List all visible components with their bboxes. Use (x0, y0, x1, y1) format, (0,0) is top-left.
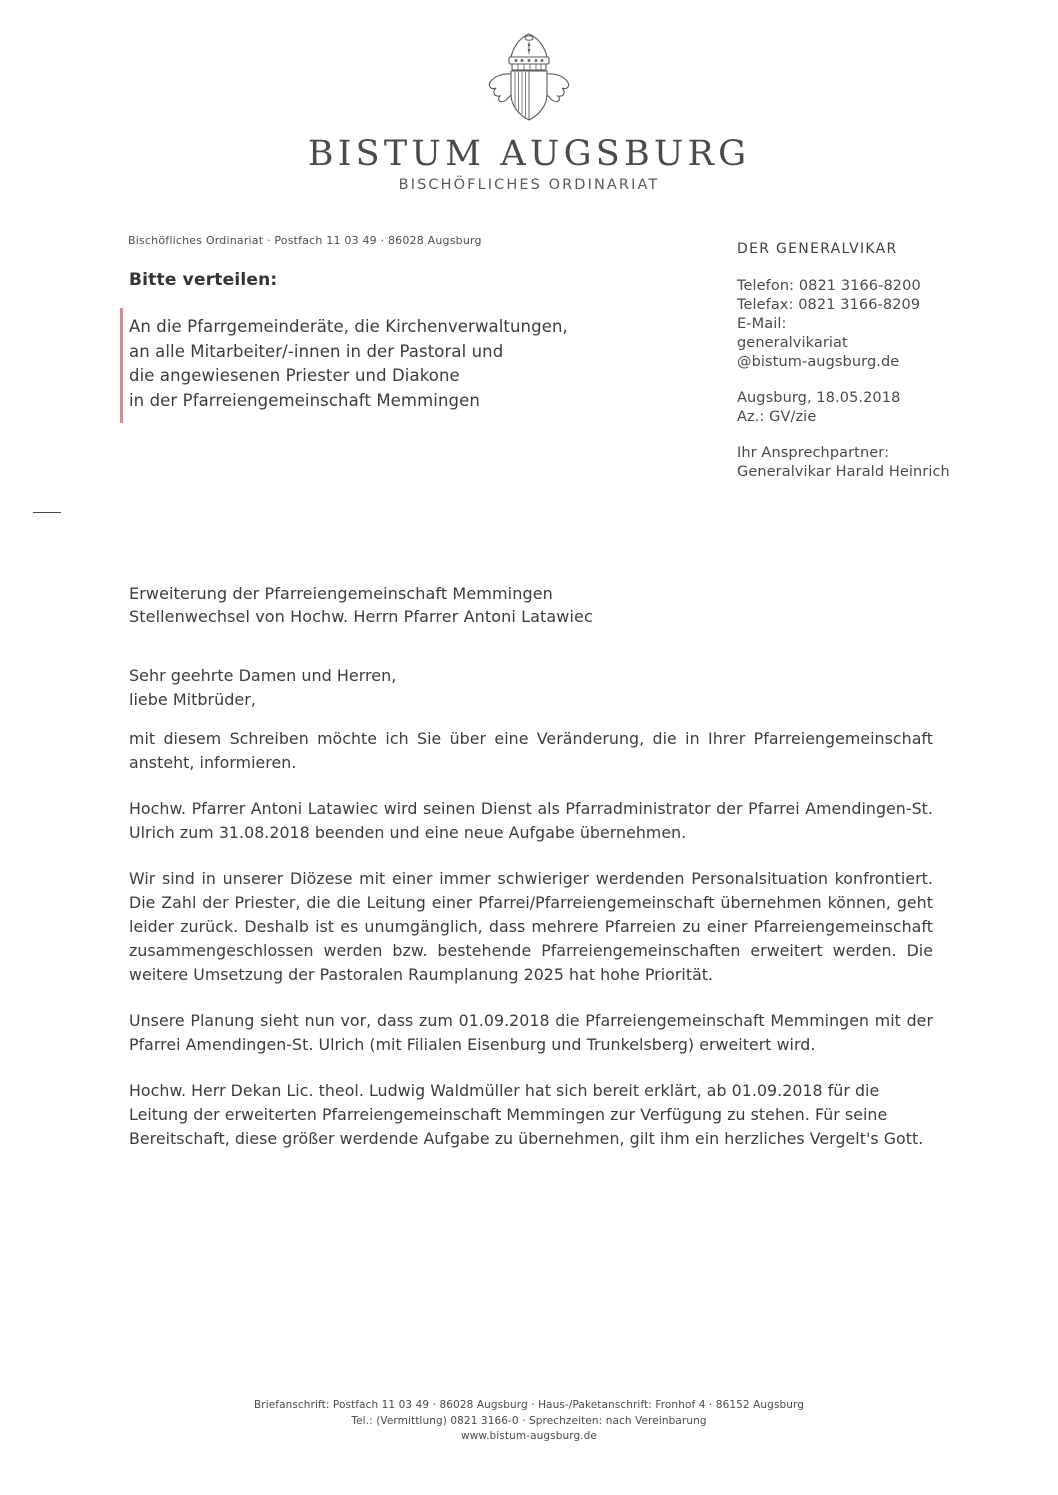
body-paragraph-5: Hochw. Herr Dekan Lic. theol. Ludwig Waldmüller hat sich bereit erklärt, ab 01.09.2018 für die Leitung der erweiterten Pfarreiengemeinschaft Memmingen zur Verfügung zu stehen. Für seine Bereitschaft, diese größer werdende Aufgabe zu übernehmen, gilt ihm ein herzliches Vergelt's Gott. (129, 1081, 924, 1148)
distribute-note: Bitte verteilen: (129, 270, 278, 290)
recipient-accent-bar (120, 308, 123, 423)
body-paragraph-1: mit diesem Schreiben möchte ich Sie über eine Veränderung, die in Ihrer Pfarreiengemeinschaft ansteht, informieren. (129, 729, 933, 772)
date-block (737, 389, 997, 427)
footer-address-line: Briefanschrift: Postfach 11 03 49 · 86028 Augsburg · Haus-/Paketanschrift: Fronhof 4 · 86152 Augsburg (253, 1399, 805, 1411)
contact-phone-block (737, 277, 997, 372)
contact-person-name: Generalvikar Harald Heinrich (737, 464, 950, 480)
body-paragraph-2: Hochw. Pfarrer Antoni Latawiec wird seinen Dienst als Pfarradministrator der Pfarrei Amendingen-St. Ulrich zum 31.08.2018 beenden und eine neue Aufgabe übernehmen. (129, 799, 933, 842)
contact-title: DER GENERALVIKAR (737, 241, 898, 257)
bishop-coat-of-arms-icon (475, 28, 583, 128)
page-footer (0, 1398, 1058, 1445)
subject-line-2: Stellenwechsel von Hochw. Herrn Pfarrer Antoni Latawiec (129, 607, 593, 626)
place-and-date: Augsburg, 18.05.2018 (737, 390, 901, 406)
contact-person-label: Ihr Ansprechpartner: (737, 445, 890, 461)
letterhead (0, 28, 1058, 193)
telephone-line: Telefon: 0821 3166-8200 (737, 278, 921, 294)
fold-mark (33, 512, 61, 513)
email-domain-part: @bistum-augsburg.de (737, 354, 900, 370)
recipient-line: an alle Mitarbeiter/-innen in der Pastoral und (129, 341, 504, 361)
recipient-line: An die Pfarrgemeinderäte, die Kirchenverwaltungen, (129, 317, 568, 336)
body-paragraph-4: Unsere Planung sieht nun vor, dass zum 01.09.2018 die Pfarreiengemeinschaft Memmingen mit der Pfarrei Amendingen-St. Ulrich (mit Filialen Eisenburg und Trunkelsberg) erweitert wird. (129, 1011, 933, 1054)
letter-body (129, 727, 933, 1151)
subject-block (129, 582, 933, 628)
body-paragraph-3: Wir sind in unserer Diözese mit einer immer schwieriger werdenden Personalsituation konfrontiert. Die Zahl der Priester, die die Leitung einer Pfarrei/Pfarreiengemeinschaft übernehmen können, geht leider zurück. Deshalb ist es unumgänglich, dass mehrere Pfarreien zu einer Pfarreiengemeinschaft zusammengeschlossen werden bzw. bestehende Pfarreiengemeinschaften erweitert werden. Die weitere Umsetzung der Pastoralen Raumplanung 2025 hat hohe Priorität. (129, 869, 933, 984)
footer-phone-line: Tel.: (Vermittlung) 0821 3166-0 · Sprechzeiten: nach Vereinbarung (351, 1414, 707, 1427)
salutation-line-2: liebe Mitbrüder, (129, 689, 256, 709)
organization-name: BISTUM AUGSBURG (307, 134, 751, 174)
contact-column (737, 240, 997, 482)
recipient-line: in der Pfarreiengemeinschaft Memmingen (129, 390, 480, 410)
email-local-part: generalvikariat (737, 335, 848, 351)
footer-website: www.bistum-augsburg.de (461, 1430, 597, 1442)
return-address: Bischöfliches Ordinariat · Postfach 11 03 49 · 86028 Augsburg (128, 234, 482, 247)
contact-person-block (737, 444, 997, 482)
salutation-line-1: Sehr geehrte Damen und Herren, (129, 666, 397, 685)
reference-number: Az.: GV/zie (737, 409, 817, 425)
organization-subtitle: BISCHÖFLICHES ORDINARIAT (398, 177, 660, 193)
email-label: E-Mail: (737, 316, 787, 332)
telefax-line: Telefax: 0821 3166-8209 (737, 297, 921, 313)
subject-line-1: Erweiterung der Pfarreiengemeinschaft Memmingen (129, 584, 553, 603)
recipient-block (129, 315, 568, 413)
salutation-block (129, 664, 933, 711)
recipient-line: die angewiesenen Priester und Diakone (129, 366, 460, 385)
